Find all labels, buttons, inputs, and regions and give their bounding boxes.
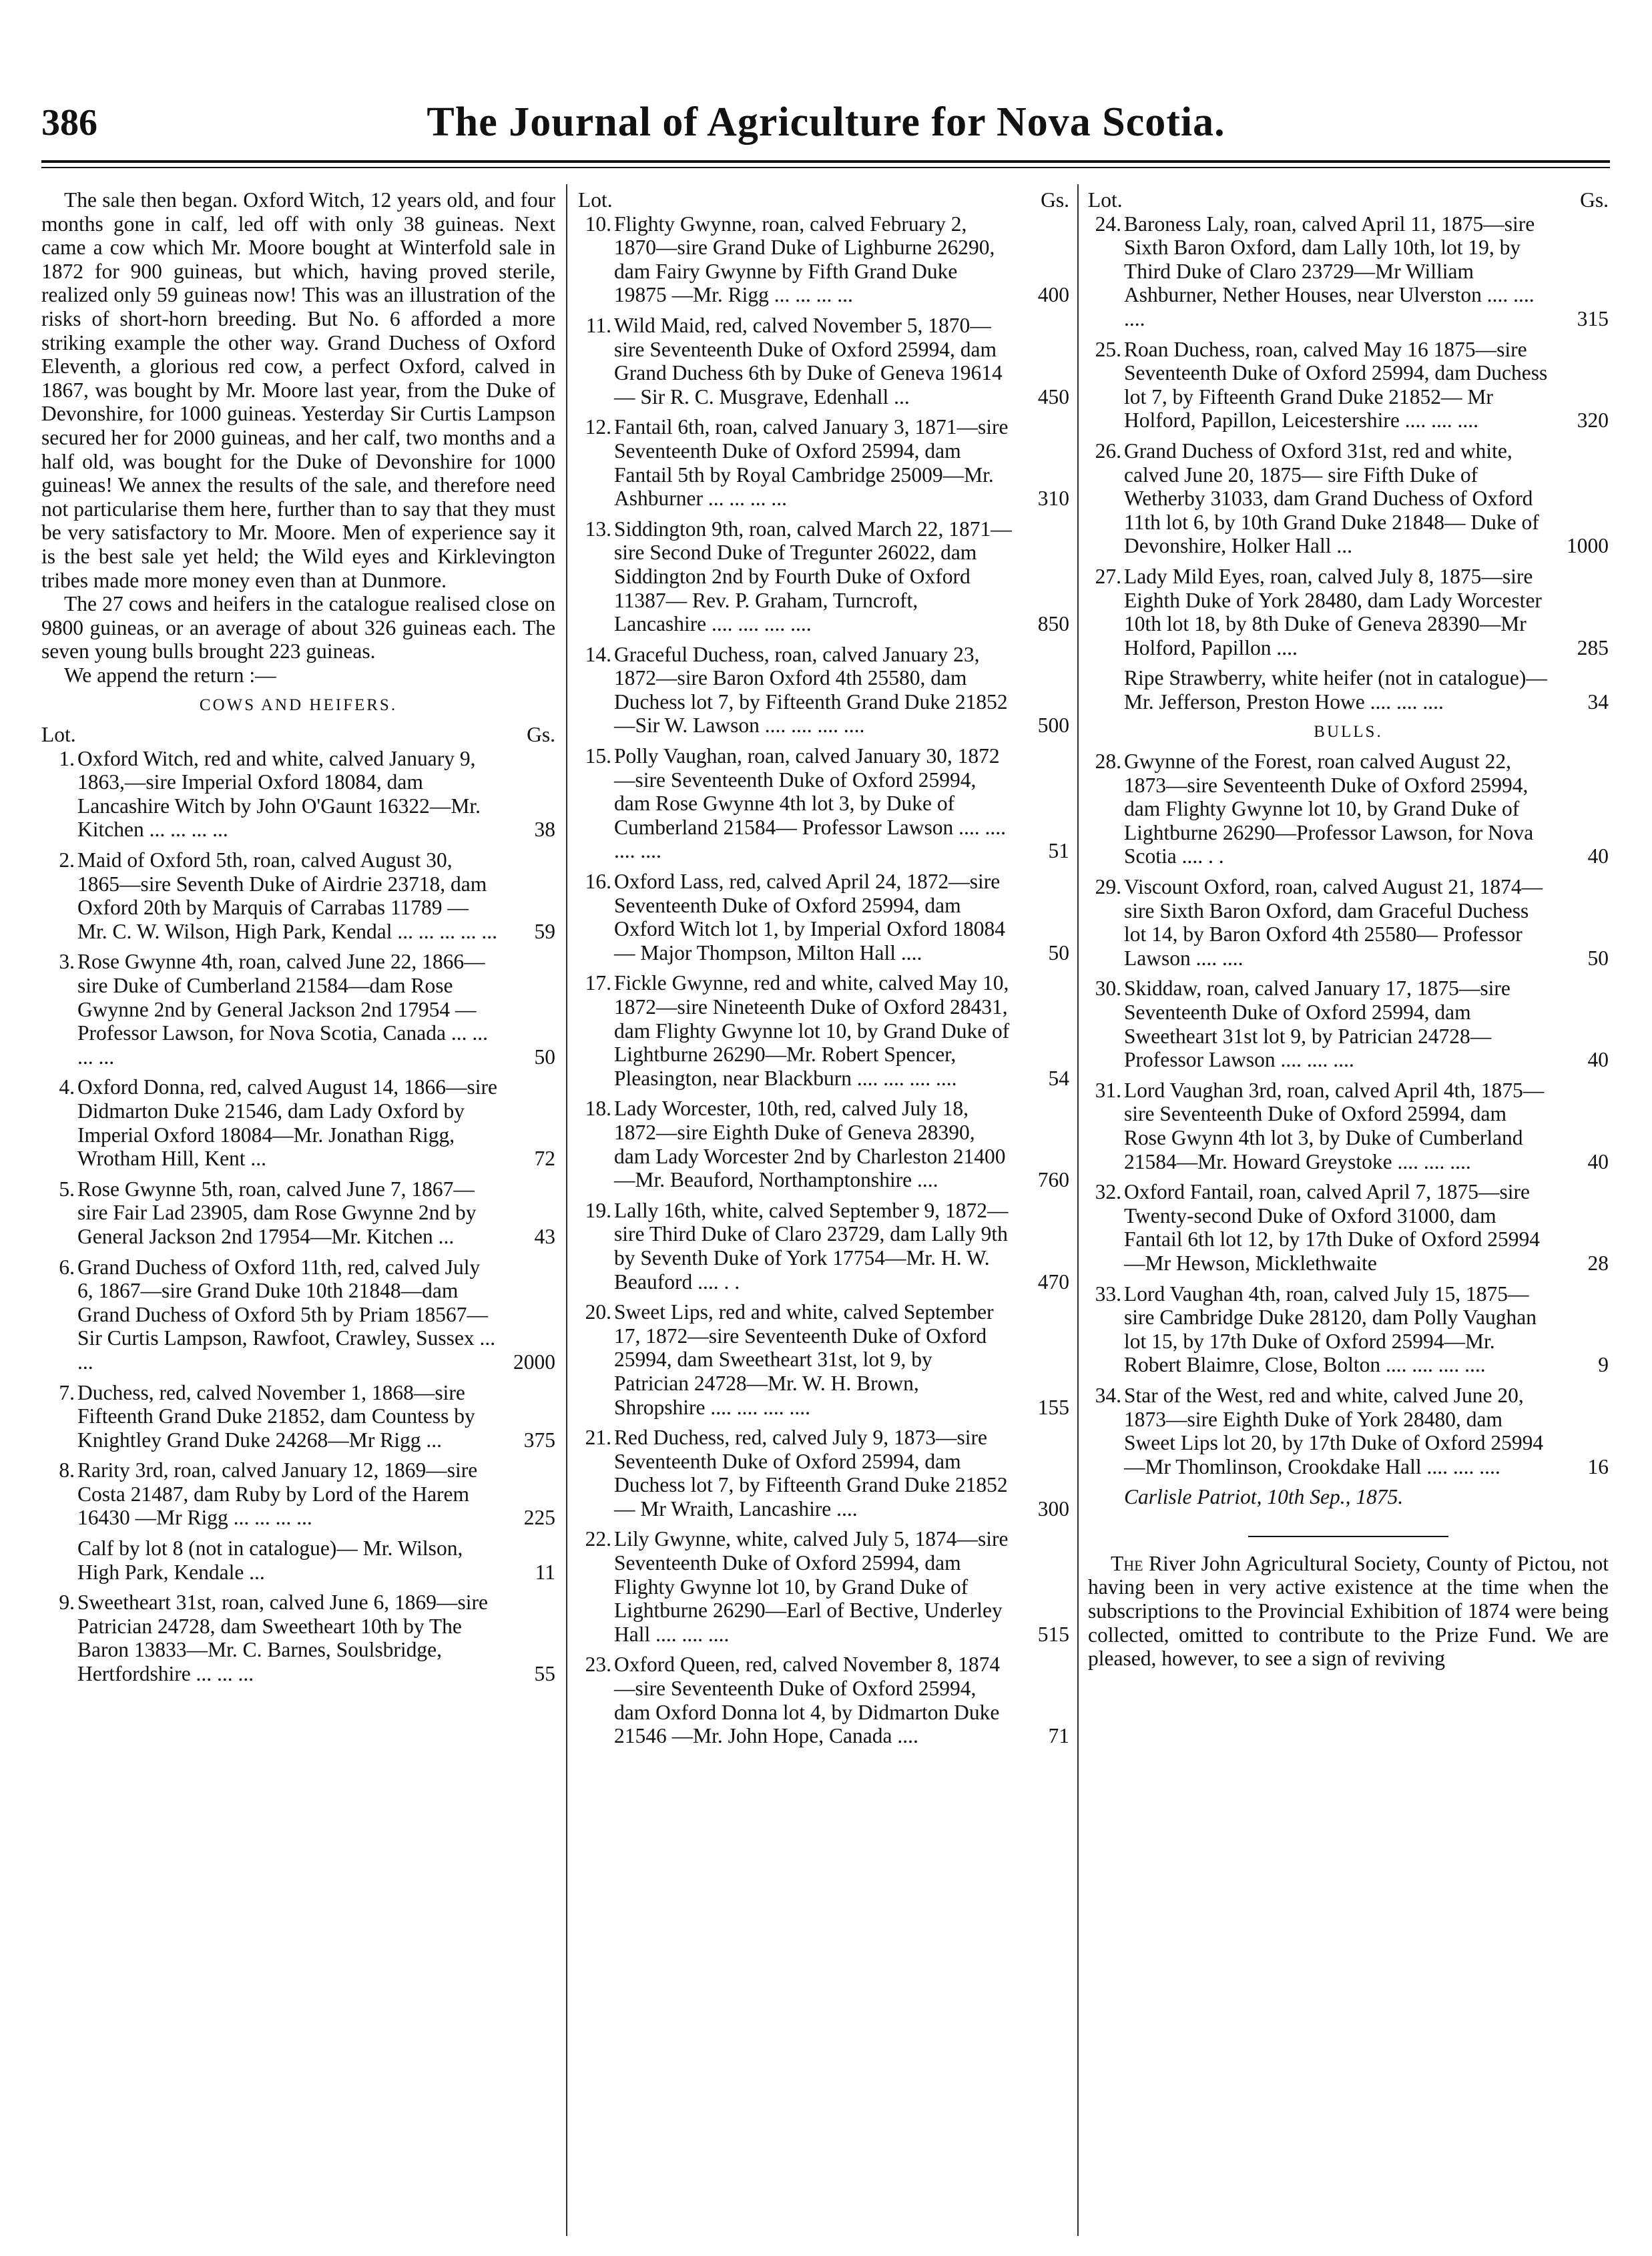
lot-description: Viscount Oxford, roan, calved August 21, 1874—sire Sixth Baron Oxford, dam Graceful Duchess lot 14, by Baron Oxford 4th 25580— Professor Lawson .... .... <box>1124 875 1543 970</box>
lot-description: Polly Vaughan, roan, calved January 30, 1872—sire Seventeenth Duke of Oxford 25994, dam Rose Gwynne 4th lot 3, by Duke of Cumberland 21584— Professor Lawson .... .... .... .... <box>614 744 1007 863</box>
lot-price-guineas: 850 <box>1037 612 1069 636</box>
lot-description: Oxford Witch, red and white, calved January 9, 1863,—sire Imperial Oxford 18084, dam Lancashire Witch by John O'Gaunt 16322—Mr. Kitchen ... ... ... ... <box>77 746 481 842</box>
river-john-paragraph <box>1088 1552 1609 1671</box>
lot-price-guineas: 16 <box>1587 1454 1609 1478</box>
lot-number: 31. <box>1095 1078 1121 1102</box>
lot-description: Grand Duchess of Oxford 11th, red, calved July 6, 1867—sire Grand Duke 10th 21848—dam Grand Duchess of Oxford 5th by Priam 18567—Sir Curtis Lampson, Rawfoot, Crawley, Sussex ... ... <box>77 1255 496 1374</box>
lot-number: 14. <box>585 642 611 666</box>
lot-entry <box>41 1177 555 1249</box>
lot-number: 4. <box>59 1075 75 1099</box>
lot-entry <box>1088 1180 1609 1275</box>
lot-entry <box>41 1075 555 1170</box>
lot-number: 29. <box>1095 875 1121 899</box>
lot-number: 28. <box>1095 750 1121 774</box>
lot-number: 21. <box>585 1426 611 1450</box>
gs-label: Gs. <box>527 723 555 747</box>
column-divider-2 <box>1077 184 1079 2236</box>
lot-description: Baroness Laly, roan, calved April 11, 1875—sire Sixth Baron Oxford, dam Lally 10th, lot 19, by Third Duke of Claro 23729—Mr William Ashburner, Nether Houses, near Ulverston .... .... .... <box>1124 212 1535 330</box>
lot-entry <box>578 415 1069 510</box>
col1-entries <box>41 747 555 1686</box>
lot-entry <box>1088 212 1609 331</box>
lead-word: The <box>1111 1551 1143 1575</box>
lot-description: Oxford Queen, red, calved November 8, 1874—sire Seventeenth Duke of Oxford 25994, dam Oxford Donna lot 4, by Didmarton Duke 21546 —Mr. John Hope, Canada .... <box>614 1653 1001 1748</box>
lot-description: Oxford Donna, red, calved August 14, 1866—sire Didmarton Duke 21546, dam Lady Oxford by Imperial Oxford 18084—Mr. Jonathan Rigg, Wrotham Hill, Kent ... <box>77 1075 498 1171</box>
lot-description: Lady Worcester, 10th, red, calved July 18, 1872—sire Eighth Duke of Geneva 28390, dam Lady Worcester 2nd by Charleston 21400—Mr. Beauford, Northamptonshire .... <box>614 1097 1006 1192</box>
lot-description: Grand Duchess of Oxford 31st, red and white, calved June 20, 1875— sire Fifth Duke of Wetherby 31033, dam Grand Duchess of Oxford 11th lot 6, by 10th Grand Duke 21848— Duke of Devonshire, Holker Hall ... <box>1124 439 1539 558</box>
lot-price-guineas: 71 <box>1048 1724 1069 1748</box>
lot-description: Skiddaw, roan, calved January 17, 1875—sire Seventeenth Duke of Oxford 25994, dam Sweetheart 31st lot 9, by Patrician 24728—Professor Lawson .... .... .... <box>1124 976 1510 1072</box>
lot-description: Lady Mild Eyes, roan, calved July 8, 1875—sire Eighth Duke of York 28480, dam Lady Worcester 10th lot 18, by 8th Duke of Geneva 28390—Mr Holford, Papillon .... <box>1124 564 1542 659</box>
lot-description: Siddington 9th, roan, calved March 22, 1871—sire Second Duke of Tregunter 26022, dam Siddington 2nd by Fourth Duke of Oxford 11387— Rev. P. Graham, Turncroft, Lancashire .... .... .... .... <box>614 517 1012 636</box>
lot-price-guineas: 470 <box>1037 1270 1069 1294</box>
lot-label: Lot. <box>1088 188 1123 212</box>
lot-entry <box>578 1300 1069 1419</box>
lot-number: 32. <box>1095 1180 1121 1204</box>
lot-number: 18. <box>585 1097 611 1121</box>
lot-description: Star of the West, red and white, calved June 20, 1873—sire Eighth Duke of York 28480, dam Sweet Lips lot 20, by 17th Duke of Oxford 25994—Mr Thomlinson, Crookdake Hall .... .... .... <box>1124 1383 1544 1478</box>
bulls-entries <box>1088 750 1609 1478</box>
lot-description: Sweetheart 31st, roan, calved June 6, 1869—sire Patrician 24728, dam Sweetheart 10th by The Baron 13833—Mr. C. Barnes, Soulsbridge, Hertfordshire ... ... ... <box>77 1591 488 1686</box>
lot-description: Lord Vaughan 4th, roan, calved July 15, 1875—sire Cambridge Duke 28120, dam Polly Vaughan lot 15, by 17th Duke of Oxford 25994—Mr. Robert Blaimre, Close, Bolton .... .... .... .... <box>1124 1282 1537 1377</box>
gs-label: Gs. <box>1041 188 1069 212</box>
lot-entry <box>41 1591 555 1685</box>
lot-price-guineas: 225 <box>523 1506 555 1530</box>
lot-number: 23. <box>585 1653 611 1677</box>
lot-entry <box>1088 1384 1609 1478</box>
lot-description: Graceful Duchess, roan, calved January 23, 1872—sire Baron Oxford 4th 25580, dam Duchess lot 7, by Fifteenth Grand Duke 21852—Sir W. Lawson .... .... .... .... <box>614 642 1008 738</box>
lot-description: Ripe Strawberry, white heifer (not in catalogue)—Mr. Jefferson, Preston Howe .... .... .... <box>1124 666 1547 714</box>
lot-entry <box>41 1536 555 1584</box>
lot-price-guineas: 320 <box>1577 408 1609 433</box>
intro-paragraph: The sale then began. Oxford Witch, 12 years old, and four months gone in calf, led off with only 38 guineas. Next came a cow which Mr. Moore bought at Winterfold sale in 1872 for 900 guineas, but which, having proved sterile, realized only 59 guineas now! This was an illustration of the risks of short-horn breeding. But No. 6 afforded a more striking example the other way. Grand Duchess of Oxford Eleventh, a glorious red cow, a perfect Oxford, calved in 1867, was bought by Mr. Moore last year, from the Duke of Devonshire, for 1000 guineas. Yesterday Sir Curtis Lampson secured her for 2000 guineas, and her calf, two months and a half old, was bought for the Duke of Devonshire for 1000 guineas! We annex the results of the sale, and therefore need not particularise them here, further than to say that they must be very satisfactory to Mr. Moore. Men of experience say it is the best sale yet held; the Wild eyes and Kirklevington tribes made more money even than at Dunmore. <box>41 188 555 592</box>
gs-label: Gs. <box>1580 188 1609 212</box>
lot-description: Lally 16th, white, calved September 9, 1872—sire Third Duke of Claro 23729, dam Lally 9th by Seventh Duke of York 17754—Mr. H. W. Beauford .... . . <box>614 1198 1009 1294</box>
lot-description: Duchess, red, calved November 1, 1868—sire Fifteenth Grand Duke 21852, dam Countess by Knightley Grand Duke 24268—Mr Rigg ... <box>77 1380 475 1452</box>
running-title: The Journal of Agriculture for Nova Scotia. <box>427 99 1225 145</box>
lot-entry <box>578 971 1069 1090</box>
page-number: 386 <box>41 102 97 144</box>
column-2 <box>578 188 1069 1755</box>
lot-description: Calf by lot 8 (not in catalogue)— Mr. Wilson, High Park, Kendale ... <box>77 1536 463 1584</box>
lot-entry <box>1088 1079 1609 1173</box>
lot-number: 22. <box>585 1527 611 1551</box>
column-3 <box>1088 188 1609 1671</box>
lot-price-guineas: 760 <box>1037 1168 1069 1192</box>
summary-paragraph: The 27 cows and heifers in the catalogue realised close on 9800 guineas, or an average of about 326 guineas each. The seven young bulls brought 223 guineas. <box>41 592 555 663</box>
lot-entry <box>578 314 1069 408</box>
lot-number: 9. <box>59 1591 75 1615</box>
lot-entry <box>1088 1282 1609 1377</box>
lot-description: Lord Vaughan 3rd, roan, calved April 4th, 1875—sire Seventeenth Duke of Oxford 25994, dam Rose Gwynn 4th lot 3, by Duke of Cumberland 21584—Mr. Howard Greystoke .... .... .... <box>1124 1078 1545 1173</box>
lot-price-guineas: 1000 <box>1567 534 1609 558</box>
lot-entry <box>578 1199 1069 1294</box>
lot-price-guineas: 54 <box>1048 1066 1069 1090</box>
lot-entry <box>41 848 555 943</box>
lot-price-guineas: 300 <box>1037 1496 1069 1520</box>
col2-entries <box>578 212 1069 1748</box>
lot-price-guineas: 315 <box>1577 306 1609 330</box>
lot-entry <box>578 744 1069 863</box>
lot-entry <box>578 517 1069 636</box>
lot-description: Lily Gwynne, white, calved July 5, 1874—sire Seventeenth Duke of Oxford 25994, dam Flighty Gwynne lot 10, by Grand Duke of Lightburne 26290—Earl of Bective, Underley Hall .... .... .... <box>614 1527 1009 1646</box>
lot-number: 25. <box>1095 337 1121 361</box>
lot-entry <box>1088 338 1609 433</box>
river-john-text: River John Agricultural Society, County of Pictou, not having been in very active existence at the time when the subscriptions to the Provincial Exhibition of 1874 were being collected, omitted to contribute to the Prize Fund. We are pleased, however, to see a sign of reviving <box>1088 1551 1609 1671</box>
lot-entry <box>41 1381 555 1452</box>
lot-number: 33. <box>1095 1282 1121 1306</box>
lot-entry <box>41 950 555 1069</box>
lot-number: 10. <box>585 212 611 236</box>
lot-description: Rose Gwynne 5th, roan, calved June 7, 1867—sire Fair Lad 23905, dam Rose Gwynne 2nd by General Jackson 2nd 17954—Mr. Kitchen ... <box>77 1177 477 1248</box>
lot-number: 26. <box>1095 439 1121 463</box>
lot-entry <box>578 643 1069 738</box>
lot-number: 12. <box>585 415 611 439</box>
lot-header <box>1088 188 1609 212</box>
lot-price-guineas: 40 <box>1587 844 1609 868</box>
lot-number: 27. <box>1095 564 1121 588</box>
lot-price-guineas: 9 <box>1598 1353 1609 1377</box>
lot-entry <box>41 1255 555 1374</box>
lot-description: Fantail 6th, roan, calved January 3, 1871—sire Seventeenth Duke of Oxford 25994, dam Fantail 5th by Royal Cambridge 25009—Mr. Ashburner ... ... ... ... <box>614 415 1009 511</box>
lot-entry <box>1088 875 1609 970</box>
lot-header <box>41 723 555 747</box>
lot-price-guineas: 51 <box>1048 839 1069 863</box>
lot-entry <box>41 747 555 842</box>
lot-header <box>578 188 1069 212</box>
lot-number: 19. <box>585 1198 611 1222</box>
lot-entry <box>1088 976 1609 1071</box>
lot-entry <box>578 870 1069 964</box>
lot-entry <box>1088 565 1609 659</box>
lot-label: Lot. <box>41 723 76 747</box>
col3-entries <box>1088 212 1609 714</box>
lot-price-guineas: 310 <box>1037 487 1069 511</box>
lot-price-guineas: 34 <box>1587 689 1609 714</box>
lot-description: Fickle Gwynne, red and white, calved May 10, 1872—sire Nineteenth Duke of Oxford 28431, dam Flighty Gwynne lot 10, by Grand Duke of Lightburne 26290—Mr. Robert Spencer, Pleasington, near Blackburn .... .... .... .... <box>614 971 1010 1090</box>
lot-price-guineas: 40 <box>1587 1048 1609 1072</box>
lot-number: 30. <box>1095 976 1121 1001</box>
lot-price-guineas: 40 <box>1587 1149 1609 1173</box>
lot-price-guineas: 2000 <box>513 1350 555 1374</box>
lot-number: 11. <box>585 313 611 337</box>
bulls-heading: BULLS. <box>1314 723 1383 742</box>
lot-number: 17. <box>585 971 611 995</box>
lot-number: 16. <box>585 870 611 894</box>
lot-price-guineas: 285 <box>1577 635 1609 659</box>
lot-description: Flighty Gwynne, roan, calved February 2, 1870—sire Grand Duke of Lighburne 26290, dam Fairy Gwynne by Fifth Grand Duke 19875 —Mr. Rigg ... ... ... ... <box>614 212 995 307</box>
lot-number: 20. <box>585 1300 611 1324</box>
lot-description: Rose Gwynne 4th, roan, calved June 22, 1866—sire Duke of Cumberland 21584—dam Rose Gwynne 2nd by General Jackson 2nd 17954 —Professor Lawson, for Nova Scotia, Canada ... ... ... ... <box>77 950 488 1069</box>
lot-entry <box>1088 750 1609 868</box>
lot-entry <box>578 1653 1069 1747</box>
lot-number: 5. <box>59 1177 75 1201</box>
lot-price-guineas: 59 <box>534 919 555 943</box>
lot-price-guineas: 375 <box>523 1428 555 1452</box>
append-line: We append the return :— <box>64 663 276 687</box>
column-1 <box>41 188 555 1693</box>
header-rule-thick <box>41 160 1610 163</box>
lot-description: Rarity 3rd, roan, calved January 12, 1869—sire Costa 21487, dam Ruby by Lord of the Harem 16430 —Mr Rigg ... ... ... ... <box>77 1458 478 1530</box>
lot-description: Maid of Oxford 5th, roan, calved August 30, 1865—sire Seventh Duke of Airdrie 23718, dam Oxford 20th by Marquis of Carrabas 11789 —Mr. C. W. Wilson, High Park, Kendal ... ... ... ... ... <box>77 848 498 943</box>
lot-description: Sweet Lips, red and white, calved September 17, 1872—sire Seventeenth Duke of Oxford 25994, dam Sweetheart 31st, lot 9, by Patrician 24728—Mr. W. H. Brown, Shropshire .... .... .... .... <box>614 1300 994 1419</box>
lot-label: Lot. <box>578 188 613 212</box>
lot-number: 1. <box>59 746 75 770</box>
lot-entry <box>578 1097 1069 1191</box>
header-rule-thin <box>41 167 1610 168</box>
lot-price-guineas: 50 <box>1587 946 1609 970</box>
lot-price-guineas: 43 <box>534 1224 555 1248</box>
lot-number: 15. <box>585 744 611 768</box>
lot-number: 8. <box>59 1458 75 1482</box>
lot-entry <box>1088 439 1609 558</box>
lot-description: Oxford Lass, red, calved April 24, 1872—sire Seventeenth Duke of Oxford 25994, dam Oxford Witch lot 1, by Imperial Oxford 18084— Major Thompson, Milton Hall .... <box>614 870 1006 964</box>
lot-price-guineas: 155 <box>1037 1395 1069 1419</box>
lot-number: 3. <box>59 950 75 974</box>
lot-number: 6. <box>59 1255 75 1279</box>
lot-entry <box>1088 666 1609 714</box>
lot-entry <box>578 212 1069 307</box>
lot-price-guineas: 450 <box>1037 384 1069 408</box>
source-citation: Carlisle Patriot, 10th Sep., 1875. <box>1124 1485 1404 1509</box>
lot-number: 2. <box>59 848 75 872</box>
cows-heifers-heading: COWS AND HEIFERS. <box>199 696 398 715</box>
section-rule <box>1248 1536 1448 1537</box>
lot-price-guineas: 55 <box>534 1662 555 1686</box>
lot-description: Roan Duchess, roan, calved May 16 1875—sire Seventeenth Duke of Oxford 25994, dam Duchess lot 7, by Fifteenth Grand Duke 21852— Mr Holford, Papillon, Leicestershire .... .... .... <box>1124 337 1548 433</box>
lot-number: 13. <box>585 517 611 541</box>
lot-description: Red Duchess, red, calved July 9, 1873—sire Seventeenth Duke of Oxford 25994, dam Duchess lot 7, by Fifteenth Grand Duke 21852— Mr Wraith, Lancashire .... <box>614 1426 1008 1520</box>
lot-number: 7. <box>59 1380 75 1404</box>
lot-price-guineas: 28 <box>1587 1251 1609 1275</box>
lot-entry <box>578 1426 1069 1520</box>
column-divider-1 <box>566 184 567 2236</box>
lot-entry <box>578 1527 1069 1646</box>
lot-number: 34. <box>1095 1383 1121 1407</box>
lot-price-guineas: 50 <box>1048 940 1069 964</box>
lot-price-guineas: 515 <box>1037 1622 1069 1646</box>
lot-description: Wild Maid, red, calved November 5, 1870—sire Seventeenth Duke of Oxford 25994, dam Grand Duchess 6th by Duke of Geneva 19614— Sir R. C. Musgrave, Edenhall ... <box>614 313 1003 408</box>
lot-price-guineas: 50 <box>534 1045 555 1069</box>
lot-number: 24. <box>1095 212 1121 236</box>
lot-description: Oxford Fantail, roan, calved April 7, 1875—sire Twenty-second Duke of Oxford 31000, dam Fantail 6th lot 12, by 17th Duke of Oxford 25994—Mr Hewson, Micklethwaite <box>1124 1180 1540 1275</box>
lot-price-guineas: 500 <box>1037 714 1069 738</box>
lot-price-guineas: 38 <box>534 818 555 842</box>
lot-price-guineas: 400 <box>1037 283 1069 307</box>
lot-price-guineas: 11 <box>535 1560 555 1584</box>
lot-price-guineas: 72 <box>534 1147 555 1171</box>
lot-description: Gwynne of the Forest, roan calved August 22, 1873—sire Seventeenth Duke of Oxford 25994, dam Flighty Gwynne lot 10, by Grand Duke of Lightburne 26290—Professor Lawson, for Nova Scotia .... . . <box>1124 750 1534 868</box>
lot-entry <box>41 1458 555 1530</box>
